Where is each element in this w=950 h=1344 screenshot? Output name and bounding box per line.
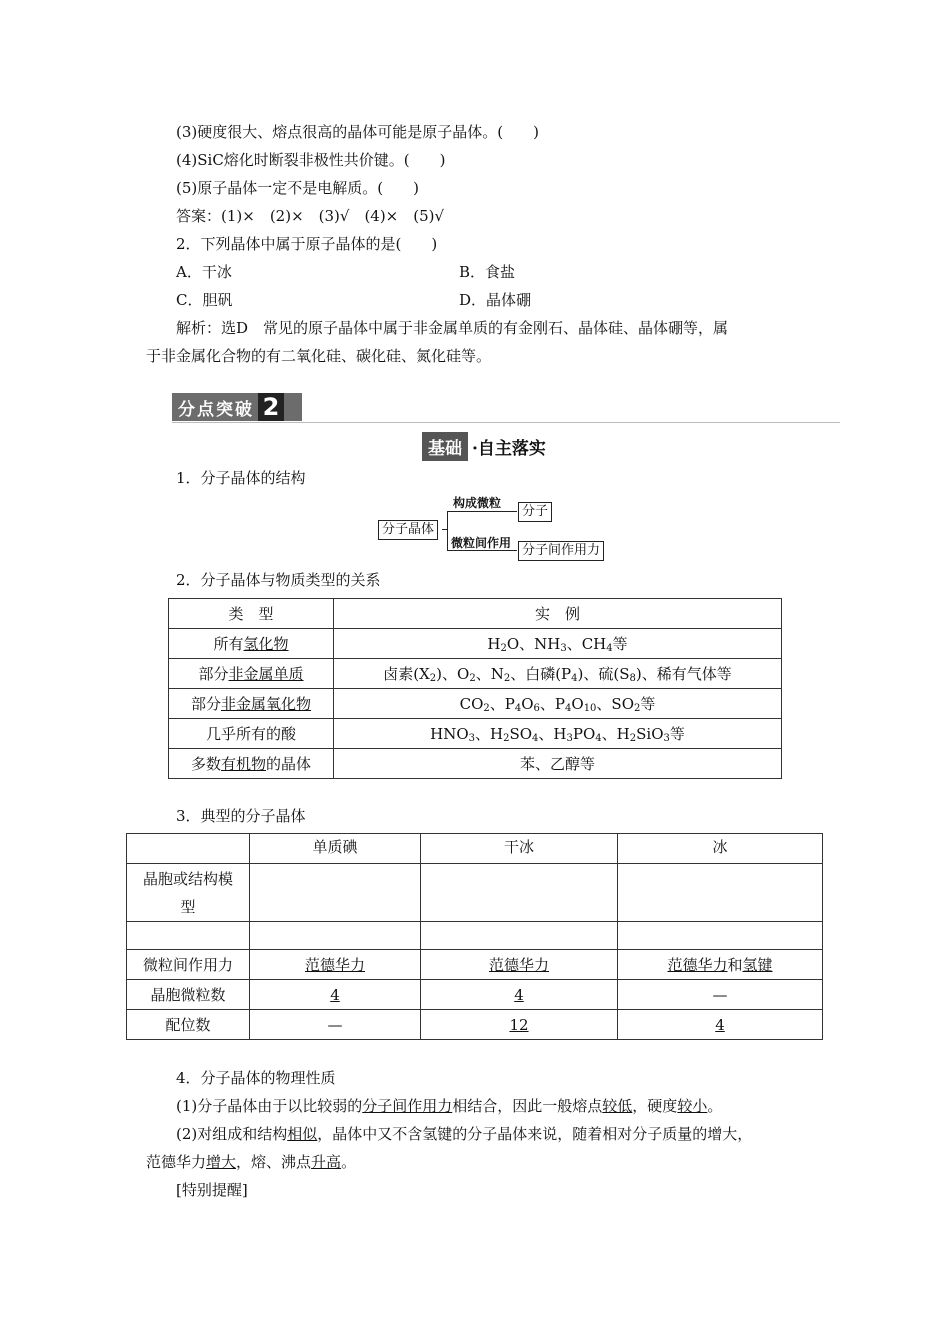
table-row-count <box>127 980 823 1010</box>
substance-type-table <box>168 598 782 779</box>
row-force-label: 微粒间作用力 <box>127 950 250 980</box>
answer-blank: 增大 <box>206 1153 237 1171</box>
answer-blank: 较小 <box>677 1097 708 1115</box>
text-run: ，硬度 <box>632 1097 678 1115</box>
statement-4: (4)SiC熔化时断裂非极性共价键。( ) <box>176 151 446 169</box>
text-run: 相结合，因此一般熔点 <box>452 1097 603 1115</box>
blank-cell <box>618 922 823 950</box>
typical-crystal-table <box>126 833 823 1040</box>
question-2: 2．下列晶体中属于原子晶体的是( ) <box>176 235 438 253</box>
text-run: 。 <box>707 1097 723 1115</box>
diagram-box-force: 分子间作用力 <box>518 541 604 561</box>
row-model-label-part2: 型 <box>180 897 196 916</box>
count-cell <box>250 980 421 1010</box>
statement-5: (5)原子晶体一定不是电解质。( ) <box>176 179 419 197</box>
count-cell: — <box>618 980 823 1010</box>
diagram-label-top: 构成微粒 <box>453 496 502 510</box>
example-cell: $CO_2$、$P_4O_6$、$P_4O_{10}$、$SO_2$等 <box>334 689 782 719</box>
header-example: 实 例 <box>334 599 782 629</box>
s3-title: 3．典型的分子晶体 <box>176 807 306 825</box>
example-cell: $H_2O$、$NH_3$、$CH_4$等 <box>334 629 782 659</box>
blank-cell <box>127 922 250 950</box>
answer-blank: 分子间作用力 <box>362 1097 453 1115</box>
header-iodine: 单质碘 <box>250 834 421 864</box>
row-count-label: 晶胞微粒数 <box>127 980 250 1010</box>
type-cell: 几乎所有的酸 <box>169 719 334 749</box>
option-a: A．干冰 <box>176 263 232 281</box>
header-blank <box>127 834 250 864</box>
table-row-coordination <box>127 1010 823 1040</box>
force-cell <box>250 950 421 980</box>
analysis-line-2: 于非金属化合物的有二氧化硅、碳化硅、氮化硅等。 <box>146 347 492 365</box>
s4-paragraph-3 <box>146 1152 356 1172</box>
type-cell: 所有氢化物 <box>169 629 334 659</box>
coord-cell <box>618 1010 823 1040</box>
section-banner-title: 分点突破 <box>178 399 254 420</box>
model-cell <box>421 864 618 922</box>
diagram-connector <box>447 511 517 512</box>
force-cell <box>421 950 618 980</box>
type-cell: 多数有机物的晶体 <box>169 749 334 779</box>
special-tip: [特别提醒] <box>176 1181 248 1199</box>
force-ice-and: 和 <box>727 956 743 974</box>
s4-paragraph-2 <box>176 1124 752 1144</box>
row-coord-label: 配位数 <box>127 1010 250 1040</box>
coord-cell: — <box>250 1010 421 1040</box>
coord-cell <box>421 1010 618 1040</box>
header-type: 类 型 <box>169 599 334 629</box>
text-run: (1)分子晶体由于以比较弱的 <box>176 1097 363 1115</box>
row-model-label-part1: 晶胞或结构模 <box>142 869 233 888</box>
option-b: B．食盐 <box>459 263 516 281</box>
table-row <box>169 629 782 659</box>
section-banner <box>172 393 302 421</box>
text-run: 范德华力 <box>146 1153 207 1171</box>
table-row <box>169 689 782 719</box>
analysis-line-1: 解析：选D 常见的原子晶体中属于非金属单质的有金刚石、晶体硅、晶体硼等，属 <box>176 319 729 337</box>
example-cell: 卤素$(X_2)$、$O_2$、$N_2$、白磷$(P_4)$、硫$(S_8)$、稀有气体等 <box>334 659 782 689</box>
s4-paragraph-1 <box>176 1096 722 1116</box>
answer-blank: 升高 <box>311 1153 342 1171</box>
force-ice-hbond: 氢键 <box>742 956 773 974</box>
answer-blank: 相似 <box>287 1125 318 1143</box>
force-dry-ice: 范德华力 <box>488 956 549 974</box>
option-c: C．胆矾 <box>176 291 233 309</box>
answer-line: 答案：(1)× (2)× (3)√ (4)× (5)√ <box>176 207 445 225</box>
text-run: ，晶体中又不含氢键的分子晶体来说，随着相对分子质量的增大， <box>317 1125 753 1143</box>
coord-ice: 4 <box>715 1015 725 1034</box>
table-header-row <box>127 834 823 864</box>
basic-heading-rest: ·自主落实 <box>472 439 546 459</box>
option-d: D．晶体硼 <box>459 291 532 309</box>
model-cell <box>250 864 421 922</box>
diagram-root-box: 分子晶体 <box>378 520 438 540</box>
text-run: (2)对组成和结构 <box>176 1125 288 1143</box>
count-cell <box>421 980 618 1010</box>
basic-tag: 基础 <box>422 432 468 461</box>
section-divider <box>172 422 840 423</box>
table-row <box>169 749 782 779</box>
type-cell: 部分非金属氧化物 <box>169 689 334 719</box>
table-row-blank <box>127 922 823 950</box>
force-iodine: 范德华力 <box>304 956 365 974</box>
diagram-box-molecule: 分子 <box>518 502 552 522</box>
text-run: 。 <box>341 1153 357 1171</box>
text-run: ，熔、沸点 <box>236 1153 312 1171</box>
count-dry-ice: 4 <box>514 985 524 1004</box>
blank-cell <box>250 922 421 950</box>
example-cell: 苯、乙醇等 <box>334 749 782 779</box>
table-header-row <box>169 599 782 629</box>
table-row-force <box>127 950 823 980</box>
table-row <box>169 659 782 689</box>
diagram-connector <box>447 511 448 550</box>
s4-title: 4．分子晶体的物理性质 <box>176 1069 336 1087</box>
basic-heading <box>422 432 546 461</box>
coord-dry-ice: 12 <box>509 1015 529 1034</box>
header-ice: 冰 <box>618 834 823 864</box>
example-cell: $HNO_3$、$H_2SO_4$、$H_3PO_4$、$H_2SiO_3$等 <box>334 719 782 749</box>
type-cell: 部分非金属单质 <box>169 659 334 689</box>
row-model-label <box>127 864 250 922</box>
answer-blank: 较低 <box>602 1097 633 1115</box>
diagram-label-bottom: 微粒间作用 <box>451 536 512 550</box>
table-row <box>169 719 782 749</box>
model-cell <box>618 864 823 922</box>
header-dry-ice: 干冰 <box>421 834 618 864</box>
s2-title: 2．分子晶体与物质类型的关系 <box>176 571 381 589</box>
blank-cell <box>421 922 618 950</box>
statement-3: (3)硬度很大、熔点很高的晶体可能是原子晶体。( ) <box>176 123 539 141</box>
count-iodine: 4 <box>330 985 340 1004</box>
s1-title: 1．分子晶体的结构 <box>176 469 306 487</box>
section-banner-number: 2 <box>258 393 284 421</box>
force-cell <box>618 950 823 980</box>
table-row-model <box>127 864 823 922</box>
force-ice-vdw: 范德华力 <box>667 956 728 974</box>
